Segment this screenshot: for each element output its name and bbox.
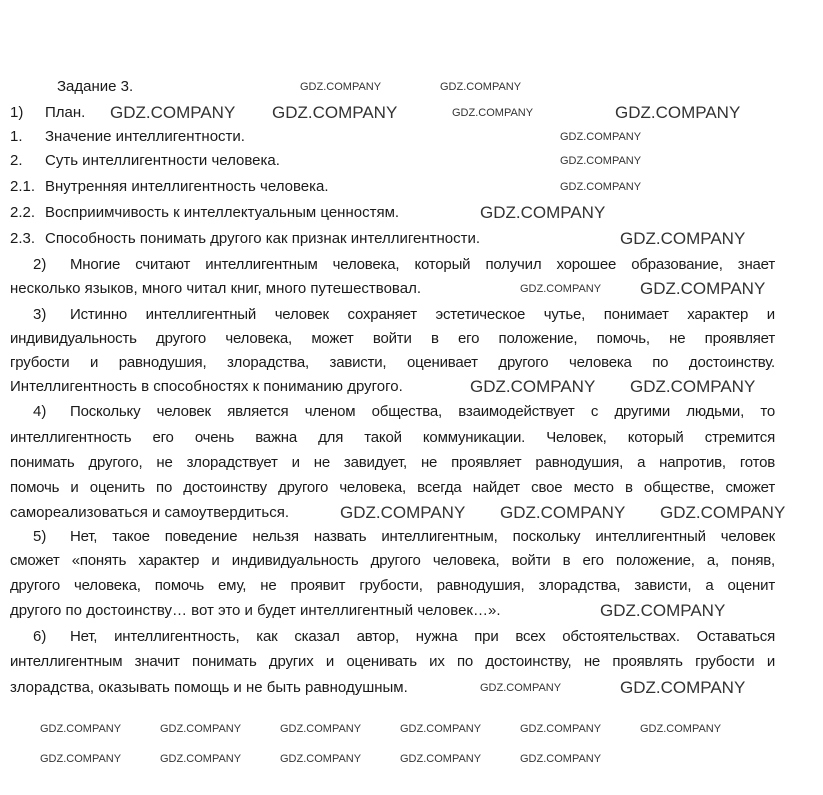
gdz-watermark: GDZ.COMPANY: [400, 723, 482, 735]
gdz-watermark: GDZ.COMPANY: [40, 753, 122, 765]
gdz-watermark: GDZ.COMPANY: [630, 377, 756, 396]
gdz-watermark: GDZ.COMPANY: [452, 107, 534, 119]
gdz-watermark: GDZ.COMPANY: [470, 377, 596, 396]
gdz-watermark: GDZ.COMPANY: [40, 723, 122, 735]
gdz-watermark: GDZ.COMPANY: [280, 723, 362, 735]
gdz-watermark: GDZ.COMPANY: [500, 503, 626, 522]
paragraph-number: 4): [33, 403, 47, 420]
gdz-watermark: GDZ.COMPANY: [520, 753, 602, 765]
gdz-watermark: GDZ.COMPANY: [272, 103, 398, 122]
paragraph-line: интеллигентность его очень важна для такой коммуникации. Человек, который стремится: [10, 429, 775, 446]
plan-item-number: 2.3.: [10, 230, 36, 247]
paragraph-line: несколько языков, много читал книг, много путешествовал.: [10, 280, 421, 297]
gdz-watermark: GDZ.COMPANY: [160, 723, 242, 735]
paragraph-number: 2): [33, 256, 47, 273]
plan-item-text: Суть интеллигентности человека.: [45, 152, 280, 169]
paragraph-line: другого по достоинству… вот это и будет интеллигентный человек…».: [10, 602, 501, 619]
paragraph-line: самореализоваться и самоутвердиться.: [10, 504, 289, 521]
gdz-watermark: GDZ.COMPANY: [400, 753, 482, 765]
paragraph-line: Интеллигентность в способностях к пониманию другого.: [10, 378, 403, 395]
task-title: Задание 3.: [57, 78, 134, 95]
plan-item-number: 1.: [10, 128, 23, 145]
plan-item-text: План.: [45, 104, 86, 121]
plan-item-text: Способность понимать другого как признак интеллигентности.: [45, 230, 481, 247]
paragraph-line: сможет «понять характер и индивидуальность другого человека, войти в его положение, а, поняв,: [10, 552, 775, 569]
paragraph-line: помочь и оценить по достоинству другого человека, всегда найдет свое место в обществе, сможет: [10, 479, 775, 496]
gdz-watermark: GDZ.COMPANY: [480, 682, 562, 694]
gdz-watermark: GDZ.COMPANY: [480, 203, 606, 222]
paragraph-line: Поскольку человек является членом общества, взаимодействует с другими людьми, то: [70, 403, 775, 420]
paragraph-line: другого человека, помочь ему, не проявит грубости, равнодушия, злорадства, зависти, а оценит: [10, 577, 775, 594]
plan-item-text: Значение интеллигентности.: [45, 128, 245, 145]
paragraph-number: 5): [33, 528, 47, 545]
gdz-watermark: GDZ.COMPANY: [660, 503, 786, 522]
paragraph-line: Истинно интеллигентный человек сохраняет эстетическое чутье, понимает характер и: [70, 306, 775, 323]
gdz-watermark: GDZ.COMPANY: [440, 81, 522, 93]
paragraph-line: злорадства, оказывать помощь и не быть равнодушным.: [10, 679, 408, 696]
paragraph-line: грубости и равнодушия, злорадства, зависти, оценивает другого человека по достоинству.: [10, 354, 775, 371]
plan-item-number: 2.2.: [10, 204, 36, 221]
gdz-watermark: GDZ.COMPANY: [620, 229, 746, 248]
paragraph-line: Многие считают интеллигентным человека, который получил хорошее образование, знает: [70, 256, 775, 273]
gdz-watermark: GDZ.COMPANY: [340, 503, 466, 522]
plan-item-number: 2.: [10, 152, 23, 169]
plan-item-text: Внутренняя интеллигентность человека.: [45, 178, 329, 195]
paragraph-line: интеллигентным значит понимать других и оценивать их по достоинству, не проявлять грубости и: [10, 653, 775, 670]
gdz-watermark: GDZ.COMPANY: [160, 753, 242, 765]
gdz-watermark: GDZ.COMPANY: [620, 678, 746, 697]
paragraph-line: Нет, такое поведение нельзя назвать интеллигентным, поскольку интеллигентный человек: [70, 528, 775, 545]
gdz-watermark: GDZ.COMPANY: [640, 279, 766, 298]
gdz-watermark: GDZ.COMPANY: [560, 131, 642, 143]
gdz-watermark: GDZ.COMPANY: [280, 753, 362, 765]
plan-item-text: Восприимчивость к интеллектуальным ценностям.: [45, 204, 400, 221]
plan-item-number: 2.1.: [10, 178, 36, 195]
paragraph-line: понимать другого, не злорадствует и не завидует, не проявляет равнодушия, а напротив, готов: [10, 454, 775, 471]
plan-item-number: 1): [10, 104, 24, 121]
gdz-watermark: GDZ.COMPANY: [300, 81, 382, 93]
gdz-watermark: GDZ.COMPANY: [600, 601, 726, 620]
gdz-watermark: GDZ.COMPANY: [640, 723, 722, 735]
gdz-watermark: GDZ.COMPANY: [560, 181, 642, 193]
paragraph-number: 6): [33, 628, 47, 645]
gdz-watermark: GDZ.COMPANY: [110, 103, 236, 122]
gdz-watermark: GDZ.COMPANY: [560, 155, 642, 167]
gdz-watermark: GDZ.COMPANY: [520, 723, 602, 735]
gdz-watermark: GDZ.COMPANY: [615, 103, 741, 122]
paragraph-line: индивидуальность другого человека, может войти в его положение, помочь, не проявляет: [10, 330, 775, 347]
paragraph-line: Нет, интеллигентность, как сказал автор, нужна при всех обстоятельствах. Оставаться: [70, 628, 775, 645]
paragraph-number: 3): [33, 306, 47, 323]
gdz-watermark: GDZ.COMPANY: [520, 283, 602, 295]
